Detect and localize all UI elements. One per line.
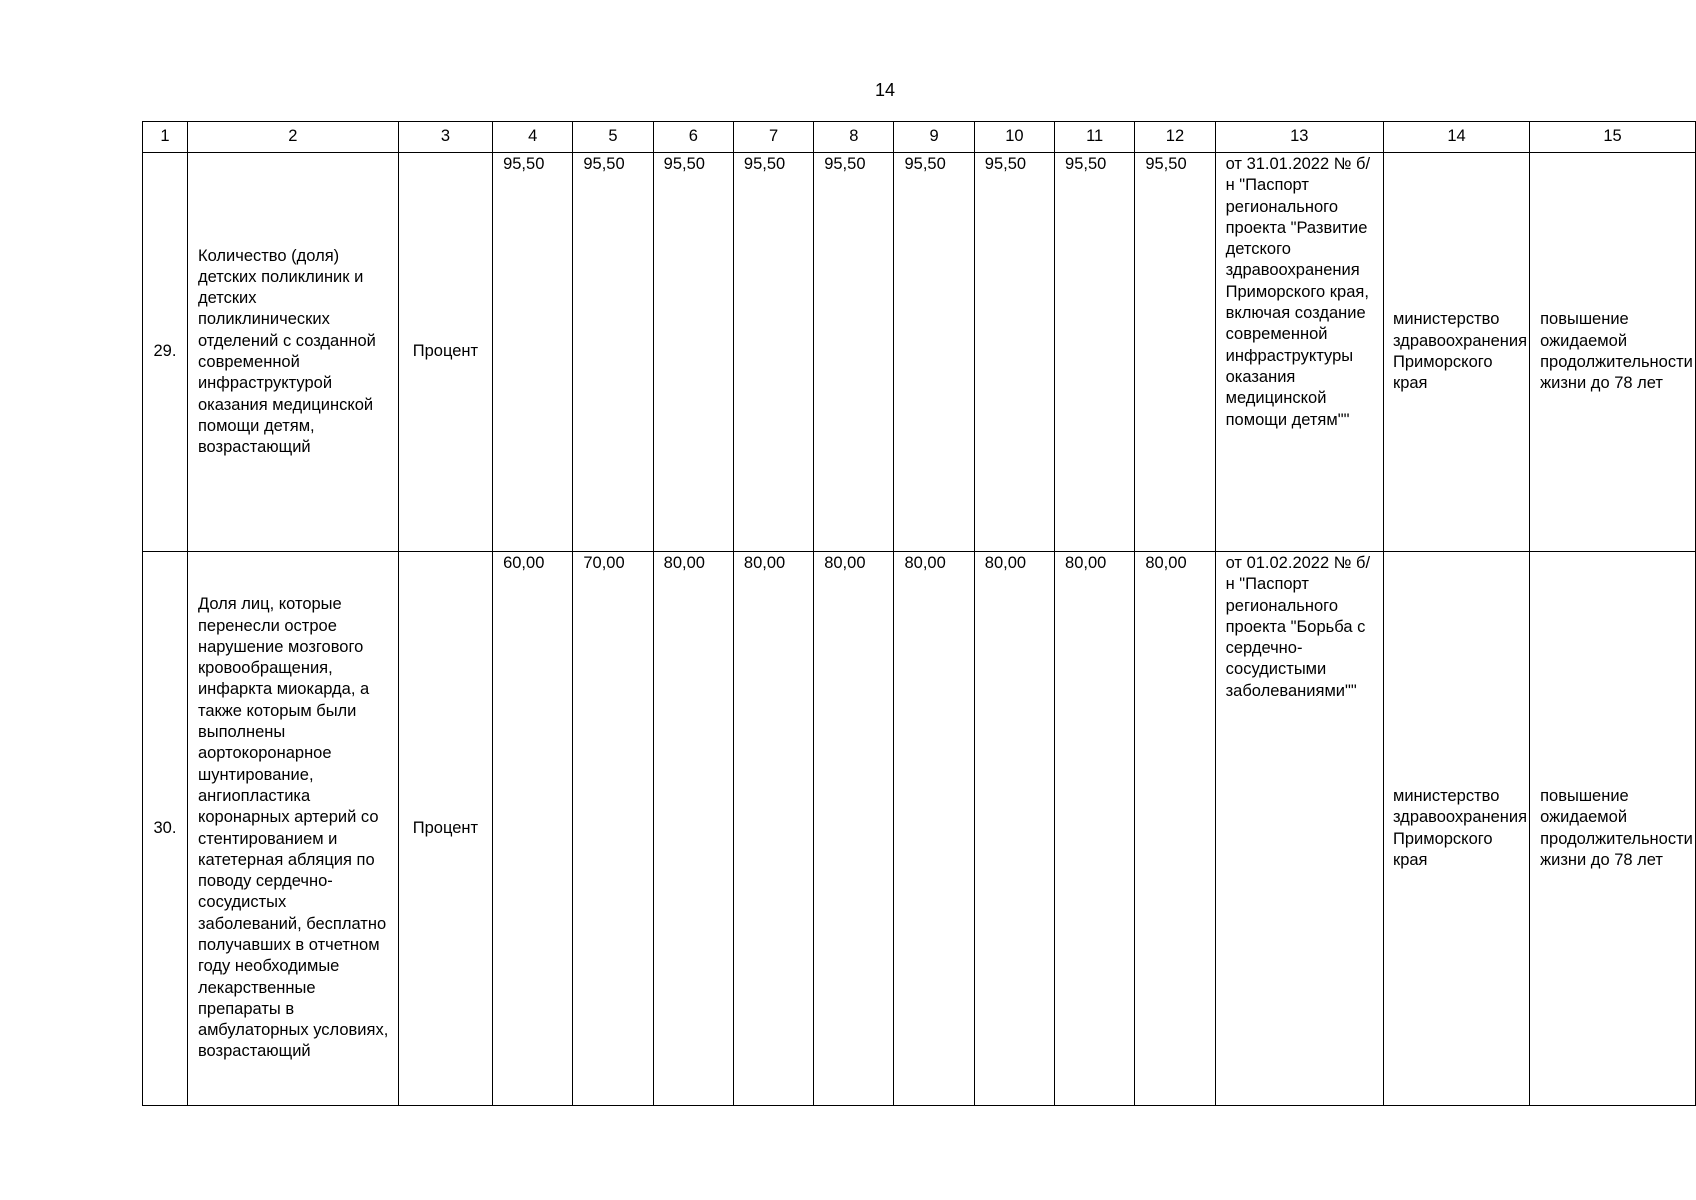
column-header: 10 bbox=[974, 122, 1054, 153]
value-cell: 70,00 bbox=[573, 552, 653, 1106]
value-cell: 80,00 bbox=[1135, 552, 1215, 1106]
value-cell: 95,50 bbox=[653, 153, 733, 552]
indicators-table bbox=[142, 121, 1696, 1106]
page-number: 14 bbox=[874, 80, 896, 100]
column-header: 11 bbox=[1055, 122, 1135, 153]
goal-cell: повышение ожидаемой продолжительности жизни до 78 лет bbox=[1530, 552, 1696, 1106]
value-cell: 95,50 bbox=[814, 153, 894, 552]
row-number: 29. bbox=[143, 153, 188, 552]
column-header: 6 bbox=[653, 122, 733, 153]
table-row bbox=[143, 153, 1696, 552]
column-header: 4 bbox=[493, 122, 573, 153]
value-cell: 95,50 bbox=[573, 153, 653, 552]
responsible-cell: министерство здравоохранения Приморского края bbox=[1383, 153, 1529, 552]
value-cell: 95,50 bbox=[1055, 153, 1135, 552]
value-cell: 80,00 bbox=[733, 552, 813, 1106]
value-cell: 80,00 bbox=[653, 552, 733, 1106]
table-row bbox=[143, 552, 1696, 1106]
document-cell: от 31.01.2022 № б/н "Паспорт регионального проекта "Развитие детского здравоохранения Приморского края, включая создание современной инфраструктуры оказания медицинской помощи детям"" bbox=[1215, 153, 1383, 552]
column-header: 7 bbox=[733, 122, 813, 153]
column-header: 3 bbox=[398, 122, 492, 153]
value-cell: 95,50 bbox=[1135, 153, 1215, 552]
value-cell: 80,00 bbox=[894, 552, 974, 1106]
column-header: 12 bbox=[1135, 122, 1215, 153]
column-header: 5 bbox=[573, 122, 653, 153]
goal-cell: повышение ожидаемой продолжительности жизни до 78 лет bbox=[1530, 153, 1696, 552]
column-header: 9 bbox=[894, 122, 974, 153]
column-header: 8 bbox=[814, 122, 894, 153]
column-header: 15 bbox=[1530, 122, 1696, 153]
value-cell: 80,00 bbox=[974, 552, 1054, 1106]
responsible-cell: министерство здравоохранения Приморского края bbox=[1383, 552, 1529, 1106]
value-cell: 80,00 bbox=[814, 552, 894, 1106]
column-header: 13 bbox=[1215, 122, 1383, 153]
value-cell: 95,50 bbox=[493, 153, 573, 552]
column-header: 2 bbox=[187, 122, 398, 153]
column-header: 1 bbox=[143, 122, 188, 153]
indicator-name: Количество (доля) детских поликлиник и детских поликлинических отделений с созданной современной инфраструктурой оказания медицинской помощи детям, возрастающий bbox=[187, 153, 398, 552]
value-cell: 95,50 bbox=[733, 153, 813, 552]
value-cell: 80,00 bbox=[1055, 552, 1135, 1106]
unit-cell: Процент bbox=[398, 552, 492, 1106]
value-cell: 60,00 bbox=[493, 552, 573, 1106]
document-cell: от 01.02.2022 № б/н "Паспорт регионального проекта "Борьба с сердечно-сосудистыми заболеваниями"" bbox=[1215, 552, 1383, 1106]
unit-cell: Процент bbox=[398, 153, 492, 552]
value-cell: 95,50 bbox=[894, 153, 974, 552]
value-cell: 95,50 bbox=[974, 153, 1054, 552]
column-header: 14 bbox=[1383, 122, 1529, 153]
row-number: 30. bbox=[143, 552, 188, 1106]
table-header-row bbox=[143, 122, 1696, 153]
indicator-name: Доля лиц, которые перенесли острое нарушение мозгового кровообращения, инфаркта миокарда, а также которым были выполнены аортокоронарное шунтирование, ангиопластика коронарных артерий со стентированием и катетерная абляция по поводу сердечно-сосудистых заболеваний, бесплатно получавших в отчетном году необходимые лекарственные препараты в амбулаторных условиях, возрастающий bbox=[187, 552, 398, 1106]
